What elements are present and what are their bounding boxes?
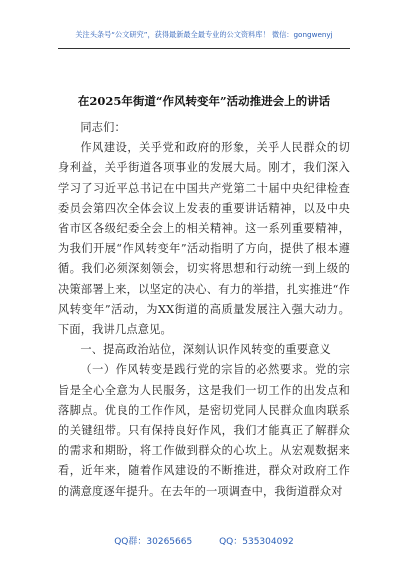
section-heading: 一、提高政治站位，深刻认识作风转变的重要意义: [80, 343, 331, 357]
document-title: 在2025年街道“作风转变年”活动推进会上的讲话: [77, 94, 331, 108]
intro-paragraph: 作风建设，关乎党和政府的形象，关乎人民群众的切身利益，关乎街道各项事业的发展大局。刚才，我们深入学习了习近平总书记在中国共产党第二十届中央纪律检查委员会第四次全体会议上发表的重要讲话精神，以及中央省市区各级纪委全会上的相关精神。这一系列重要精神，为我们开展“作风转变年”活动指明了方向，提供了根本遵循。我们必须深刻领会，切实将思想和行动统一到上级的决策部署上来，以坚定的决心、有力的举措，扎实推进“作风转变年”活动，为XX街道的高质量发展注入强大动力。下面，我讲几点意见。: [58, 141, 350, 337]
header-divider: [58, 48, 350, 49]
qq-group-label: QQ群：30265665: [114, 537, 193, 547]
qq-number-label: QQ：535304092: [219, 537, 294, 547]
salutation: 同志们：: [80, 121, 126, 134]
sub-paragraph: （一）作风转变是践行党的宗旨的必然要求。党的宗旨是全心全意为人民服务，这是我们一切工作的出发点和落脚点。优良的工作作风，是密切党同人民群众血肉联系的关键纽带。只有保持良好作风，我们才能真正了解群众的需求和期盼，将工作做到群众的心坎上。从宏观数据来看，近年来，随着作风建设的不断推进，群众对政府工作的满意度逐年提升。在去年的一项调查中，我街道群众对: [58, 363, 350, 498]
footer-contacts: [0, 534, 408, 547]
header-note: 关注头条号“公文研究”，获得最新最全最专业的公文资料库！ 微信：gongwenyj: [75, 30, 333, 39]
document-body: [58, 118, 350, 502]
